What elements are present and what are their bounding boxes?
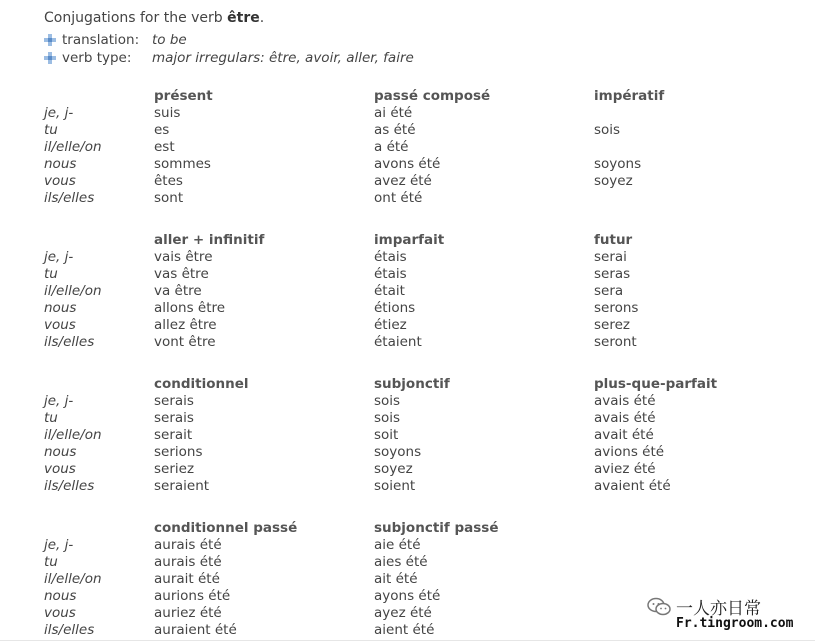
conjugated-form: sois bbox=[374, 410, 401, 426]
conjugated-form: seriez bbox=[154, 461, 195, 477]
pronoun-label: il/elle/on bbox=[44, 283, 102, 299]
tense-header: futur bbox=[594, 232, 633, 248]
conjugated-form: aies été bbox=[374, 554, 428, 570]
conjugated-form: étaient bbox=[374, 334, 422, 350]
conjugated-form: sommes bbox=[154, 156, 211, 172]
conjugated-form: suis bbox=[154, 105, 181, 121]
conjugated-form: soyez bbox=[374, 461, 413, 477]
conjugated-form: avais été bbox=[594, 410, 656, 426]
conjugated-form: étiez bbox=[374, 317, 407, 333]
conjugated-form: aie été bbox=[374, 537, 421, 553]
conjugated-form: aurais été bbox=[154, 537, 222, 553]
tense-header: aller + infinitif bbox=[154, 232, 265, 248]
conjugated-form: serait bbox=[154, 427, 193, 443]
conjugated-form: aviez été bbox=[594, 461, 656, 477]
pronoun-label: je, j- bbox=[44, 249, 74, 265]
plus-bullet-icon bbox=[44, 34, 56, 46]
tense-header: impératif bbox=[594, 88, 665, 104]
conjugated-form: soyons bbox=[594, 156, 642, 172]
conjugated-form: aurions été bbox=[154, 588, 231, 604]
verb-name: être bbox=[227, 10, 260, 26]
info-label: translation: bbox=[62, 32, 140, 48]
tense-header: présent bbox=[154, 88, 213, 104]
tense-header: subjonctif bbox=[374, 376, 450, 392]
pronoun-label: il/elle/on bbox=[44, 427, 102, 443]
conjugated-form: seras bbox=[594, 266, 631, 282]
conjugated-form: serions bbox=[154, 444, 203, 460]
conjugated-form: soient bbox=[374, 478, 416, 494]
conjugated-form: auriez été bbox=[154, 605, 222, 621]
conjugated-form: avez été bbox=[374, 173, 432, 189]
pronoun-label: vous bbox=[44, 461, 76, 477]
conjugated-form: vais être bbox=[154, 249, 213, 265]
conjugated-form: serais bbox=[154, 410, 194, 426]
conjugated-form: avons été bbox=[374, 156, 441, 172]
pronoun-label: vous bbox=[44, 605, 76, 621]
conjugated-form: êtes bbox=[154, 173, 183, 189]
info-value: major irregulars: être, avoir, aller, faire bbox=[152, 50, 414, 66]
pronoun-label: tu bbox=[44, 122, 58, 138]
conjugated-form: aient été bbox=[374, 622, 435, 638]
conjugated-form: soyons bbox=[374, 444, 422, 460]
info-label: verb type: bbox=[62, 50, 132, 66]
conjugated-form: serais bbox=[154, 393, 194, 409]
pronoun-label: nous bbox=[44, 156, 77, 172]
conjugated-form: aurais été bbox=[154, 554, 222, 570]
pronoun-label: ils/elles bbox=[44, 478, 95, 494]
page-title: Conjugations for the verb être. bbox=[44, 10, 265, 26]
plus-bullet-icon bbox=[44, 52, 56, 64]
pronoun-label: tu bbox=[44, 554, 58, 570]
conjugated-form: ont été bbox=[374, 190, 423, 206]
conjugated-form: allons être bbox=[154, 300, 226, 316]
tense-header: passé composé bbox=[374, 88, 491, 104]
pronoun-label: je, j- bbox=[44, 537, 74, 553]
conjugated-form: soit bbox=[374, 427, 399, 443]
pronoun-label: ils/elles bbox=[44, 190, 95, 206]
tense-header: plus-que-parfait bbox=[594, 376, 718, 392]
watermark bbox=[646, 594, 811, 634]
conjugated-form: auraient été bbox=[154, 622, 237, 638]
conjugated-form: avaient été bbox=[594, 478, 671, 494]
tense-header: subjonctif passé bbox=[374, 520, 499, 536]
conjugated-form: ai été bbox=[374, 105, 413, 121]
conjugated-form: ayons été bbox=[374, 588, 441, 604]
conjugated-form: étais bbox=[374, 266, 407, 282]
conjugated-form: est bbox=[154, 139, 175, 155]
conjugated-form: avait été bbox=[594, 427, 654, 443]
conjugated-form: a été bbox=[374, 139, 409, 155]
conjugated-form: vont être bbox=[154, 334, 216, 350]
pronoun-label: il/elle/on bbox=[44, 571, 102, 587]
tense-header: imparfait bbox=[374, 232, 445, 248]
pronoun-label: nous bbox=[44, 444, 77, 460]
pronoun-label: nous bbox=[44, 300, 77, 316]
conjugated-form: serons bbox=[594, 300, 639, 316]
conjugated-form: avions été bbox=[594, 444, 665, 460]
pronoun-label: tu bbox=[44, 266, 58, 282]
tense-header: conditionnel bbox=[154, 376, 249, 392]
pronoun-label: ils/elles bbox=[44, 334, 95, 350]
pronoun-label: je, j- bbox=[44, 105, 74, 121]
pronoun-label: je, j- bbox=[44, 393, 74, 409]
conjugated-form: allez être bbox=[154, 317, 217, 333]
conjugated-form: va être bbox=[154, 283, 202, 299]
pronoun-label: ils/elles bbox=[44, 622, 95, 638]
bottom-divider bbox=[0, 640, 815, 641]
conjugated-form: sois bbox=[594, 122, 621, 138]
conjugation-block bbox=[0, 376, 815, 496]
conjugated-form: serez bbox=[594, 317, 630, 333]
conjugated-form: as été bbox=[374, 122, 416, 138]
pronoun-label: nous bbox=[44, 588, 77, 604]
watermark-brand: 一人亦日常 bbox=[676, 599, 761, 619]
pronoun-label: vous bbox=[44, 173, 76, 189]
conjugated-form: sont bbox=[154, 190, 184, 206]
pronoun-label: il/elle/on bbox=[44, 139, 102, 155]
conjugated-form: vas être bbox=[154, 266, 209, 282]
conjugated-form: soyez bbox=[594, 173, 633, 189]
conjugated-form: seront bbox=[594, 334, 637, 350]
pronoun-label: vous bbox=[44, 317, 76, 333]
conjugated-form: es bbox=[154, 122, 170, 138]
conjugated-form: avais été bbox=[594, 393, 656, 409]
conjugated-form: étais bbox=[374, 249, 407, 265]
wechat-icon bbox=[646, 596, 672, 618]
conjugated-form: serai bbox=[594, 249, 627, 265]
conjugated-form: ayez été bbox=[374, 605, 432, 621]
conjugated-form: étions bbox=[374, 300, 416, 316]
conjugation-block bbox=[0, 232, 815, 352]
conjugated-form: aurait été bbox=[154, 571, 220, 587]
watermark-site: Fr.tingroom.com bbox=[676, 616, 794, 631]
conjugation-block bbox=[0, 88, 815, 208]
conjugated-form: sois bbox=[374, 393, 401, 409]
pronoun-label: tu bbox=[44, 410, 58, 426]
conjugated-form: était bbox=[374, 283, 405, 299]
info-value: to be bbox=[152, 32, 187, 48]
conjugated-form: sera bbox=[594, 283, 624, 299]
conjugated-form: seraient bbox=[154, 478, 210, 494]
tense-header: conditionnel passé bbox=[154, 520, 298, 536]
conjugated-form: ait été bbox=[374, 571, 418, 587]
